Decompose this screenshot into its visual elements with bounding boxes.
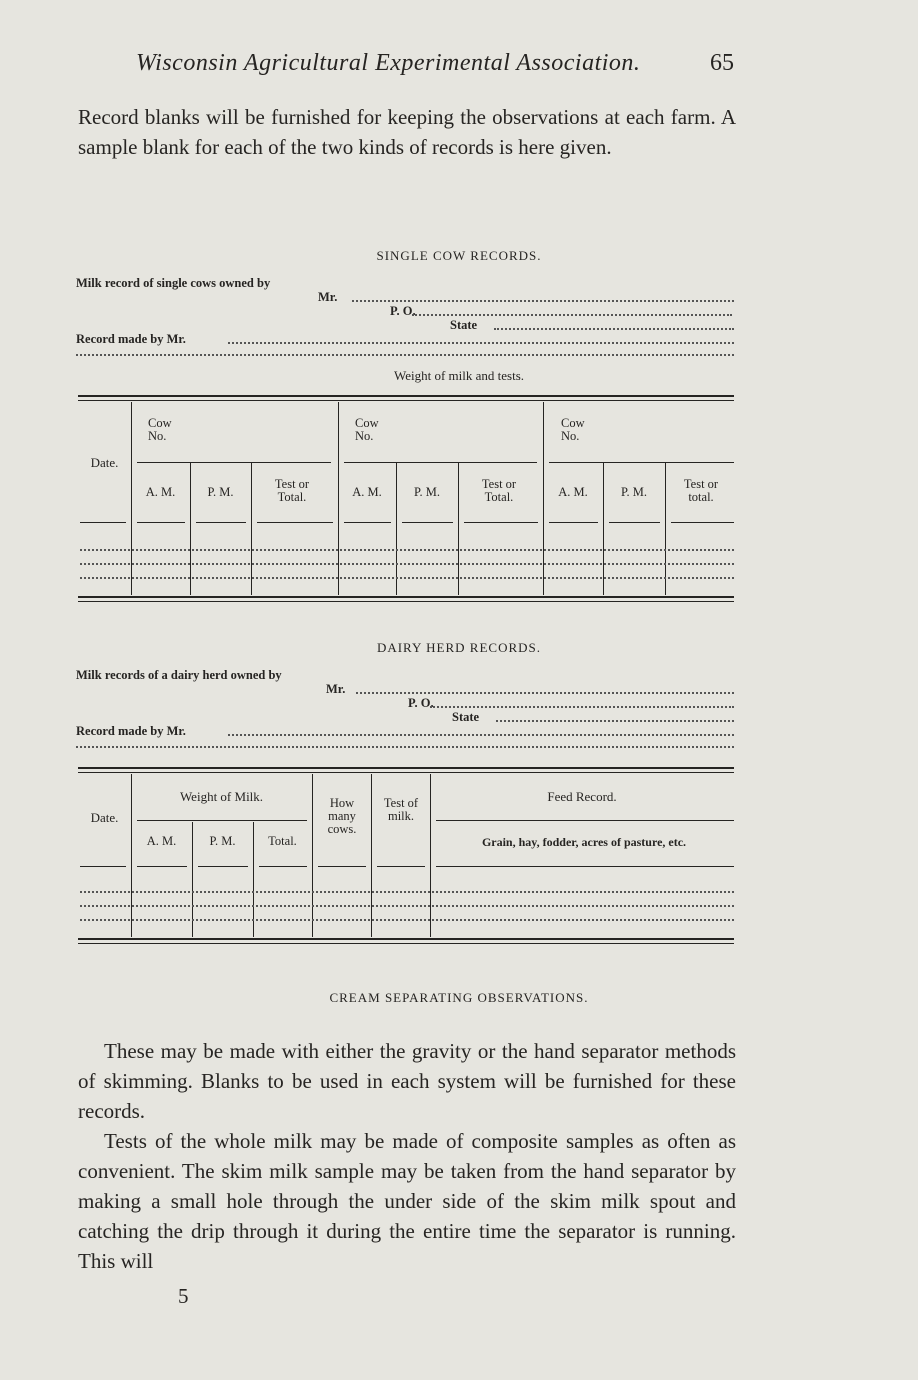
single-blank-row-3 (80, 577, 734, 579)
dairy-date-header: Date. (90, 810, 119, 825)
dairy-pm: P. M. (209, 834, 236, 848)
dairy-mr-blank (356, 692, 734, 694)
intro-paragraph: Record blanks will be furnished for keeping the observations at each farm. A sample blank for each of the two kinds of records is here given. (78, 105, 736, 159)
dairy-feed-detail: Grain, hay, fodder, acres of pasture, etc. (481, 835, 687, 849)
dairy-weight-of-milk-header: Weight of Milk. (179, 789, 264, 804)
dairy-herd-heading: DAIRY HERD RECORDS. (376, 640, 542, 655)
single-record-made-blank (228, 342, 734, 344)
cream-separating-heading: CREAM SEPARATING OBSERVATIONS. (329, 990, 589, 1005)
single-cow3-test: Test or total. (683, 477, 719, 504)
single-cow2-test: Test or Total. (481, 477, 517, 504)
dairy-blank-row-2 (80, 905, 734, 907)
single-blank-row-1 (80, 549, 734, 551)
page-number: 65 (710, 50, 734, 76)
single-owned-by-label: Milk record of single cows owned by (76, 276, 271, 290)
dairy-feed-record-header: Feed Record. (547, 789, 617, 804)
dairy-state-blank (496, 720, 734, 722)
single-blank-row-2 (80, 563, 734, 565)
dairy-record-made-blank (228, 734, 734, 736)
dairy-blank-row-3 (80, 919, 734, 921)
dairy-total: Total. (268, 834, 297, 848)
dairy-po-label: P. O. (408, 696, 434, 710)
dairy-mr-label: Mr. (326, 682, 346, 696)
single-cow2-header: Cow No. (355, 416, 379, 443)
single-cow1-pm: P. M. (207, 485, 234, 499)
single-mr-label: Mr. (318, 290, 338, 304)
single-po-blank (412, 314, 732, 316)
signature-mark: 5 (178, 1284, 189, 1308)
single-cow2-pm: P. M. (413, 485, 441, 499)
dairy-record-made-label: Record made by Mr. (76, 724, 186, 738)
single-record-made-label: Record made by Mr. (76, 332, 186, 346)
dairy-owned-by-label: Milk records of a dairy herd owned by (76, 668, 282, 682)
single-cow3-pm: P. M. (620, 485, 648, 499)
single-cow3-am: A. M. (558, 485, 588, 499)
running-header (78, 50, 734, 84)
single-cow1-test: Test or Total. (274, 477, 310, 504)
dairy-state-label: State (452, 710, 480, 724)
dairy-po-blank (430, 706, 734, 708)
single-mr-blank (352, 300, 734, 302)
single-cow1-header: Cow No. (148, 416, 172, 443)
single-cow1-am: A. M. (145, 485, 176, 499)
single-cow-heading: SINGLE COW RECORDS. (376, 248, 542, 263)
single-extra-blank (76, 354, 734, 356)
dairy-test-of-milk: Test of milk. (383, 796, 419, 823)
dairy-am: A. M. (146, 834, 177, 848)
single-cow2-am: A. M. (352, 485, 382, 499)
single-date-header: Date. (90, 455, 119, 470)
running-title: Wisconsin Agricultural Experimental Association. (136, 50, 641, 76)
single-weights-caption: Weight of milk and tests. (393, 368, 525, 383)
single-po-label: P. O. (390, 304, 416, 318)
dairy-blank-row-1 (80, 891, 734, 893)
single-cow3-header: Cow No. (561, 416, 585, 443)
dairy-how-many-cows: How many cows. (327, 796, 357, 836)
dairy-extra-blank (76, 746, 734, 748)
cream-paragraph-1: These may be made with either the gravity or the hand separator methods of skimming. Blanks to be used in each system will be furnished for these records. (78, 1039, 736, 1123)
cream-paragraph-2: Tests of the whole milk may be made of composite samples as often as convenient. The skim milk sample may be taken from the hand separator by making a small hole through the under side of the skim milk spout and catching the drip through it during the entire time the separator is running. This will (78, 1129, 736, 1273)
single-state-blank (494, 328, 734, 330)
single-state-label: State (450, 318, 478, 332)
